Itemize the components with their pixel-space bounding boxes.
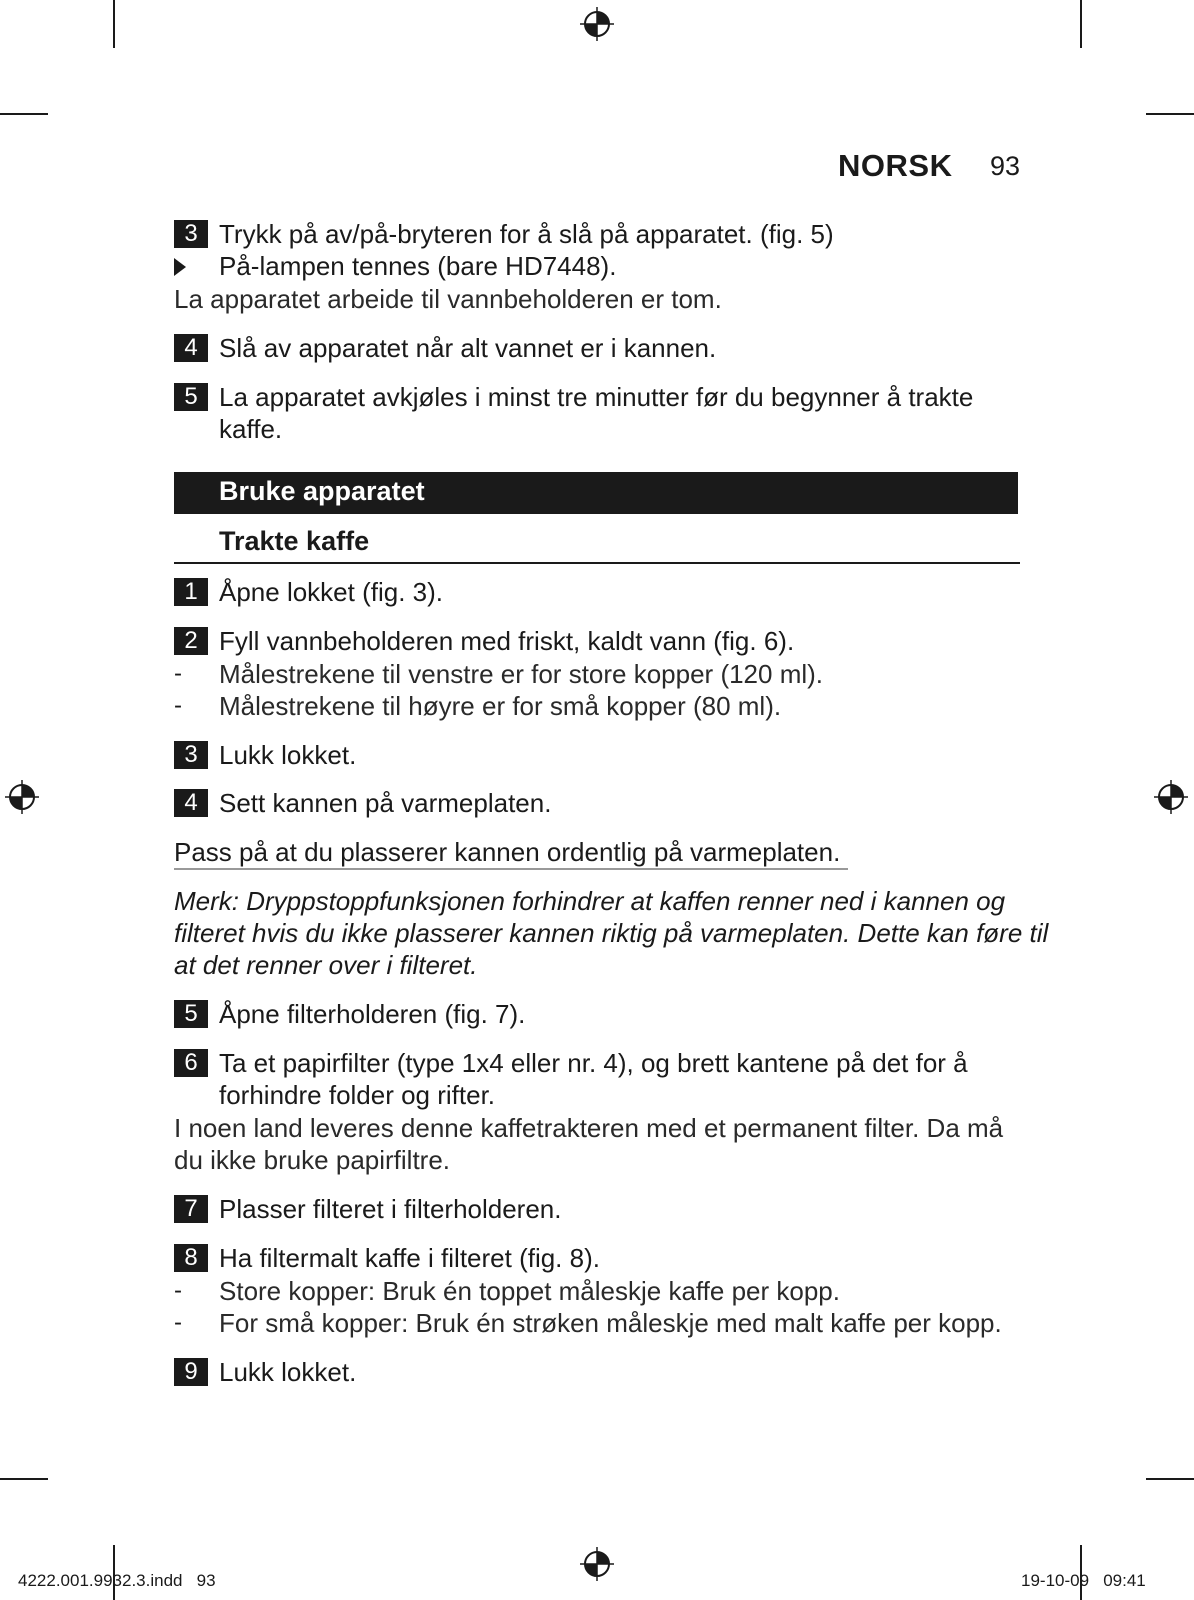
list-dash: -	[174, 1309, 182, 1336]
list-dash: -	[174, 660, 182, 687]
step-note: La apparatet arbeide til vannbeholderen er tom.	[174, 284, 722, 314]
step-text: Lukk lokket.	[219, 1357, 357, 1387]
step-number: 3	[174, 220, 208, 248]
crop-mark	[1146, 1478, 1194, 1480]
step-text: Fyll vannbeholderen med friskt, kaldt vann (fig. 6).	[219, 626, 795, 656]
registration-mark-icon	[580, 1547, 614, 1581]
divider	[174, 562, 1020, 564]
list-item: Store kopper: Bruk én toppet måleskje kaffe per kopp.	[219, 1276, 840, 1306]
list-dash: -	[174, 1277, 182, 1304]
step-text: Slå av apparatet når alt vannet er i kannen.	[219, 333, 717, 363]
footer-file-info: 4222.001.9932.3.indd 93	[18, 1571, 216, 1590]
page-language: NORSK	[838, 148, 953, 183]
crop-mark	[1080, 0, 1082, 48]
caution-text: Pass på at du plasserer kannen ordentlig på varmeplaten.	[174, 837, 841, 867]
step-text: forhindre folder og rifter.	[219, 1080, 496, 1110]
crop-mark	[113, 0, 115, 48]
step-text: Plasser filteret i filterholderen.	[219, 1194, 562, 1224]
list-item: For små kopper: Bruk én strøken måleskje med malt kaffe per kopp.	[219, 1308, 1002, 1338]
bullet-arrow-icon	[174, 258, 186, 276]
registration-mark-icon	[5, 780, 39, 814]
crop-mark	[0, 113, 48, 115]
step-number: 9	[174, 1358, 208, 1386]
step-note: du ikke bruke papirfiltre.	[174, 1145, 451, 1175]
step-text: Ha filtermalt kaffe i filteret (fig. 8).	[219, 1243, 600, 1273]
step-number: 2	[174, 627, 208, 655]
step-number: 1	[174, 578, 208, 606]
step-number: 4	[174, 334, 208, 362]
step-number: 6	[174, 1049, 208, 1077]
note-text: filteret hvis du ikke plasserer kannen riktig på varmeplaten. Dette kan føre til	[174, 918, 1049, 948]
step-text: Sett kannen på varmeplaten.	[219, 788, 552, 818]
list-dash: -	[174, 692, 182, 719]
step-text: Åpne filterholderen (fig. 7).	[219, 999, 526, 1029]
step-text: Trykk på av/på-bryteren for å slå på apparatet. (fig. 5)	[219, 219, 834, 249]
section-heading	[174, 472, 1018, 514]
note-text: at det renner over i filteret.	[174, 950, 478, 980]
step-number: 7	[174, 1195, 208, 1223]
registration-mark-icon	[580, 7, 614, 41]
bullet-text: På-lampen tennes (bare HD7448).	[219, 251, 617, 281]
step-text: kaffe.	[219, 414, 283, 444]
step-number: 5	[174, 383, 208, 411]
step-note: I noen land leveres denne kaffetrakteren med et permanent filter. Da må	[174, 1113, 1004, 1143]
divider	[174, 868, 848, 870]
subsection-title: Trakte kaffe	[219, 526, 370, 556]
list-item: Målestrekene til høyre er for små kopper (80 ml).	[219, 691, 782, 721]
step-text: Lukk lokket.	[219, 740, 357, 770]
note-text: Merk: Dryppstoppfunksjonen forhindrer at kaffen renner ned i kannen og	[174, 886, 1006, 916]
step-number: 8	[174, 1244, 208, 1272]
crop-mark	[1146, 113, 1194, 115]
registration-mark-icon	[1154, 780, 1188, 814]
list-item: Målestrekene til venstre er for store kopper (120 ml).	[219, 659, 824, 689]
step-text: La apparatet avkjøles i minst tre minutter før du begynner å trakte	[219, 382, 974, 412]
step-text: Åpne lokket (fig. 3).	[219, 577, 443, 607]
section-title: Bruke apparatet	[219, 476, 425, 506]
page-number: 93	[990, 151, 1021, 181]
step-number: 5	[174, 1000, 208, 1028]
step-number: 3	[174, 741, 208, 769]
step-number: 4	[174, 789, 208, 817]
crop-mark	[0, 1478, 48, 1480]
step-text: Ta et papirfilter (type 1x4 eller nr. 4), og brett kantene på det for å	[219, 1048, 968, 1078]
footer-datetime: 19-10-09 09:41	[1021, 1571, 1146, 1590]
